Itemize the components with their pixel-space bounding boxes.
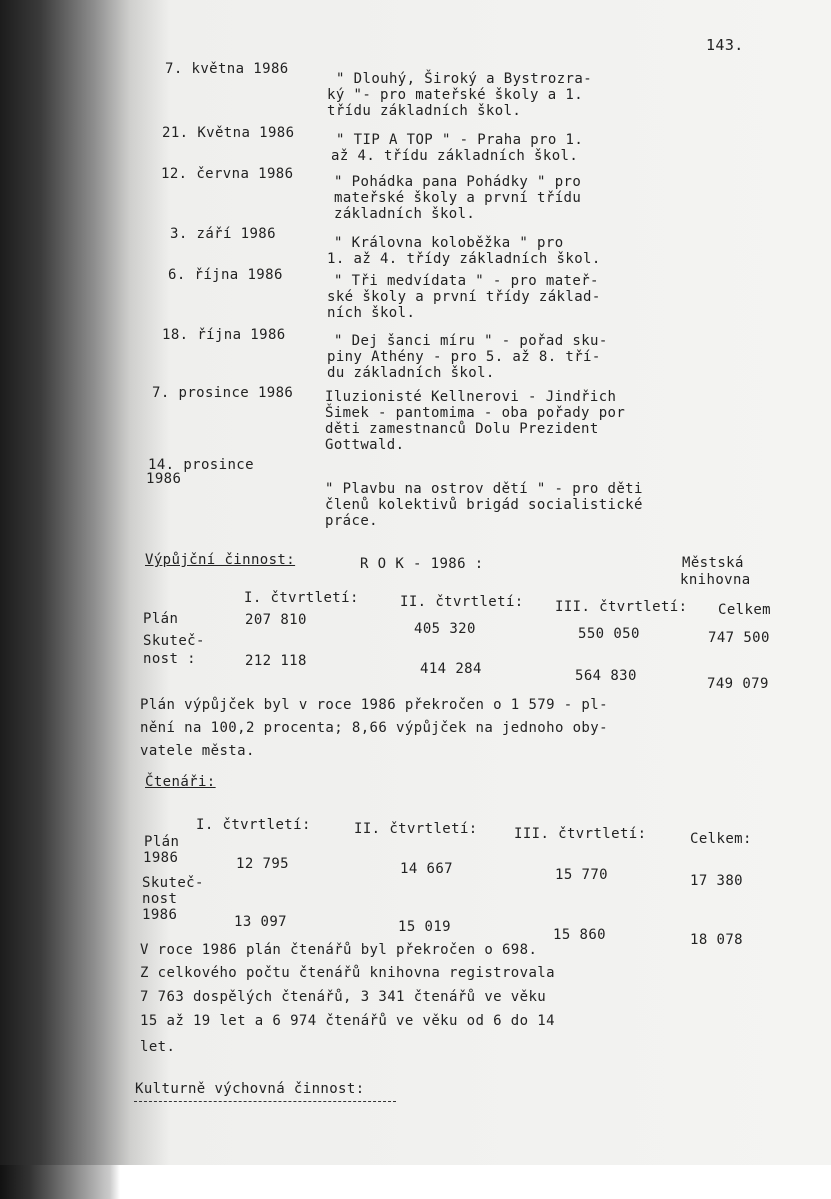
page-bottom-margin: [0, 1165, 831, 1199]
row-label: nost :: [143, 651, 196, 667]
library-label: Městská: [682, 555, 744, 571]
column-header: II. čtvrtletí:: [354, 821, 478, 837]
loans-plan-value: 550 050: [578, 626, 640, 642]
library-label: knihovna: [680, 572, 751, 588]
readers-actual-value: 15 019: [398, 919, 451, 935]
event-date: 21. Května 1986: [162, 125, 295, 141]
culture-heading-underline: [134, 1101, 396, 1102]
event-desc-line: mateřské školy a první třídu: [334, 190, 582, 206]
event-desc-line: ních škol.: [327, 305, 416, 321]
readers-actual-value: 18 078: [690, 932, 743, 948]
readers-note-line: 15 až 19 let a 6 974 čtenářů ve věku od 6 do 14: [140, 1013, 555, 1029]
event-desc-line: 1. až 4. třídy základních škol.: [327, 251, 601, 267]
loans-heading: Výpůjční činnost:: [145, 552, 296, 568]
readers-actual-value: 13 097: [234, 914, 287, 930]
loans-note-line: nění na 100,2 procenta; 8,66 výpůjček na jednoho oby-: [140, 720, 608, 736]
event-desc-line: až 4. třídu základních škol.: [331, 148, 579, 164]
event-desc-line: základních škol.: [334, 206, 476, 222]
event-desc-line: ské školy a první třídy základ-: [327, 289, 601, 305]
readers-note-line: V roce 1986 plán čtenářů byl překročen o 698.: [140, 942, 538, 958]
culture-heading: Kulturně výchovná činnost:: [135, 1081, 365, 1097]
event-desc-line: " Plavbu na ostrov dětí " - pro děti: [325, 481, 643, 497]
loans-actual-value: 749 079: [707, 676, 769, 692]
event-desc-line: ký "- pro mateřské školy a 1.: [327, 87, 584, 103]
readers-plan-value: 14 667: [400, 861, 453, 877]
row-label: Skuteč-: [142, 875, 204, 891]
row-label: Plán: [143, 611, 179, 627]
event-desc-line: du základních škol.: [327, 365, 495, 381]
page-bottom-edge-shadow: [0, 1165, 120, 1199]
loans-actual-value: 564 830: [575, 668, 637, 684]
column-header: II. čtvrtletí:: [400, 594, 524, 610]
event-desc-line: " Pohádka pana Pohádky " pro: [334, 174, 582, 190]
readers-note-line: let.: [140, 1039, 176, 1055]
column-header: I. čtvrtletí:: [196, 817, 311, 833]
readers-plan-value: 12 795: [236, 856, 289, 872]
row-label: 1986: [142, 907, 178, 923]
row-label: 1986: [143, 850, 179, 866]
loans-plan-value: 747 500: [708, 630, 770, 646]
readers-note-line: Z celkového počtu čtenářů knihovna registrovala: [140, 965, 555, 981]
event-date: 7. května 1986: [165, 61, 289, 77]
event-desc-line: práce.: [325, 513, 378, 529]
event-desc-line: Šimek - pantomima - oba pořady por: [325, 405, 626, 421]
loans-actual-value: 212 118: [245, 653, 307, 669]
loans-note-line: Plán výpůjček byl v roce 1986 překročen o 1 579 - pl-: [140, 697, 608, 713]
event-desc-line: " Tři medvídata " - pro mateř-: [334, 273, 599, 289]
event-date: 12. června 1986: [161, 166, 294, 182]
readers-plan-value: 15 770: [555, 867, 608, 883]
event-desc-line: " Dlouhý, Široký a Bystrozra-: [336, 71, 593, 87]
event-desc-line: " Královna koloběžka " pro: [334, 235, 564, 251]
event-date: 7. prosince 1986: [152, 385, 294, 401]
event-desc-line: " Dej šanci míru " - pořad sku-: [334, 333, 608, 349]
readers-heading: Čtenáři:: [145, 774, 216, 790]
event-date: 18. října 1986: [162, 327, 286, 343]
row-label: Skuteč-: [143, 633, 205, 649]
row-label: Plán: [144, 834, 180, 850]
event-desc-line: Iluzionisté Kellnerovi - Jindřich: [325, 389, 617, 405]
event-date: 1986: [146, 471, 182, 487]
event-date: 6. října 1986: [168, 267, 283, 283]
loans-actual-value: 414 284: [420, 661, 482, 677]
event-date: 14. prosince: [148, 457, 254, 473]
event-date: 3. září 1986: [170, 226, 276, 242]
column-header: III. čtvrtletí:: [555, 599, 688, 615]
event-desc-line: členů kolektivů brigád socialistické: [325, 497, 643, 513]
readers-note-line: 7 763 dospělých čtenářů, 3 341 čtenářů ve věku: [140, 989, 547, 1005]
loans-note-line: vatele města.: [140, 743, 255, 759]
loans-plan-value: 405 320: [414, 621, 476, 637]
event-desc-line: piny Athény - pro 5. až 8. tří-: [327, 349, 601, 365]
loans-plan-value: 207 810: [245, 612, 307, 628]
loans-year-label: R O K - 1986 :: [360, 556, 484, 572]
column-header: III. čtvrtletí:: [514, 826, 647, 842]
row-label: nost: [142, 891, 178, 907]
event-desc-line: " TIP A TOP " - Praha pro 1.: [336, 132, 584, 148]
event-desc-line: Gottwald.: [325, 437, 405, 453]
readers-actual-value: 15 860: [553, 927, 606, 943]
event-desc-line: děti zamestnanců Dolu Prezident: [325, 421, 599, 437]
column-header: I. čtvrtletí:: [244, 590, 359, 606]
readers-plan-value: 17 380: [690, 873, 743, 889]
column-header: Celkem:: [690, 831, 752, 847]
event-desc-line: třídu základních škol.: [327, 103, 522, 119]
column-header: Celkem: [718, 602, 771, 618]
page-number: 143.: [706, 36, 744, 54]
